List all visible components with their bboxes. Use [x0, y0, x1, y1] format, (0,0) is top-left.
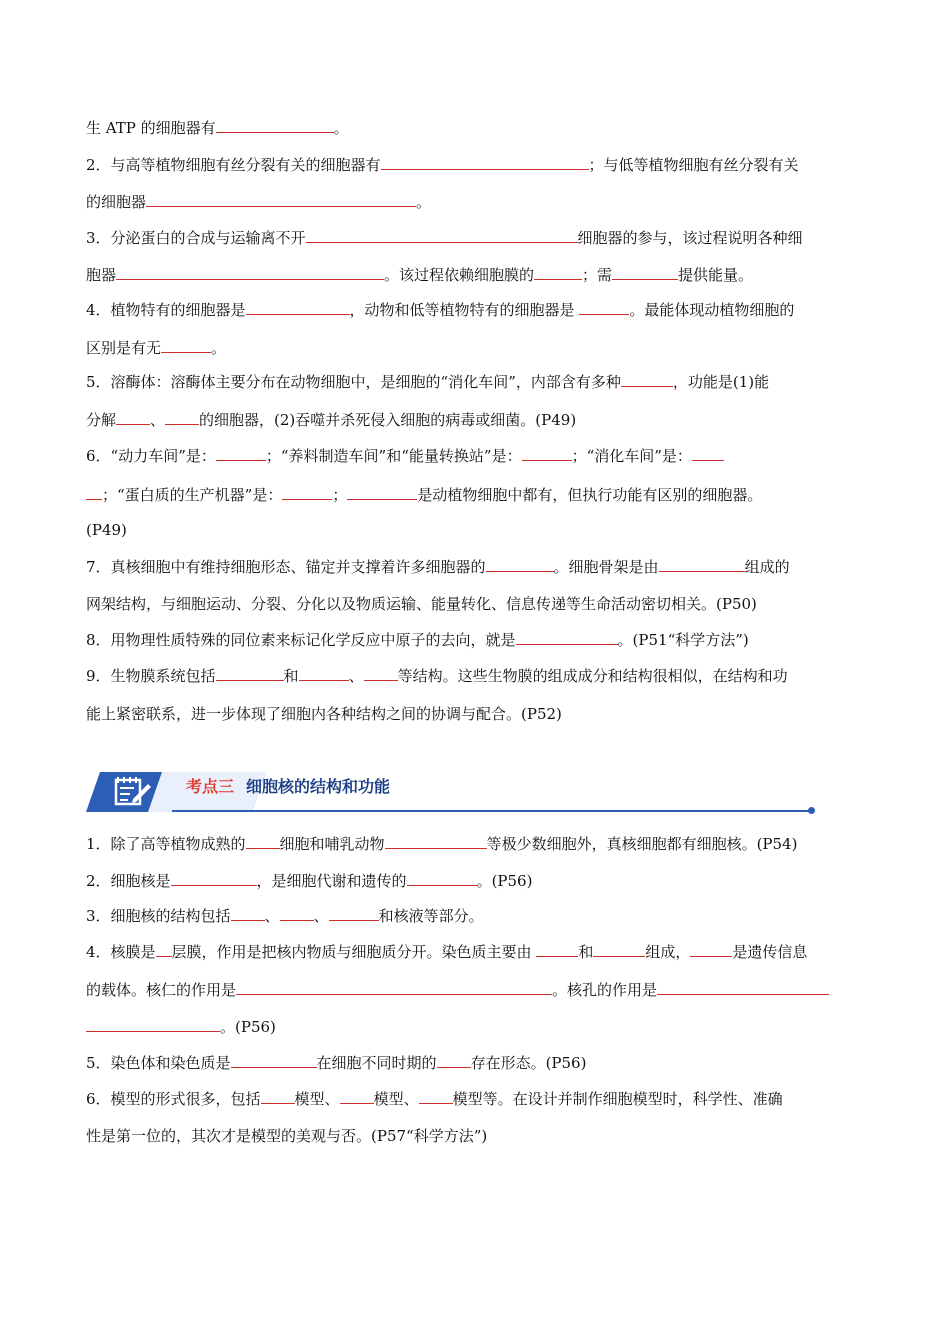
answer-blank[interactable] — [329, 906, 379, 921]
text-line — [86, 1017, 866, 1037]
answer-blank[interactable] — [419, 1089, 453, 1104]
line-text: 。(P56) — [220, 1018, 276, 1036]
text-line — [86, 372, 866, 392]
answer-blank[interactable] — [347, 485, 417, 500]
line-text: 、 — [313, 907, 329, 925]
answer-blank[interactable] — [486, 557, 554, 572]
line-text: 。该过程依赖细胞膜的 — [384, 266, 535, 284]
line-text: ，动物和低等植物特有的细胞器是 — [349, 301, 580, 319]
line-text: 胞器 — [86, 266, 117, 284]
line-text: 是动植物细胞中都有，但执行功能有区别的细胞器。 — [417, 486, 763, 504]
line-text: 和核液等部分。 — [378, 907, 484, 925]
line-text: 。 — [416, 193, 432, 211]
answer-blank[interactable] — [536, 942, 578, 957]
line-text: 9．生物膜系统包括 — [86, 667, 216, 685]
line-text: 的细胞器 — [86, 193, 147, 211]
answer-blank[interactable] — [692, 446, 724, 461]
text-line — [86, 118, 866, 138]
line-text: ，功能是(1)能 — [672, 373, 770, 391]
answer-blank[interactable] — [280, 906, 314, 921]
line-text: 5．染色体和染色质是 — [86, 1054, 231, 1072]
answer-blank[interactable] — [156, 942, 172, 957]
answer-blank[interactable] — [146, 192, 416, 207]
line-text: 的细胞器，(2)吞噬并杀死侵入细胞的病毒或细菌。(P49) — [199, 411, 577, 429]
section-divider — [172, 810, 812, 812]
answer-blank[interactable] — [86, 1017, 220, 1032]
line-text: 等结构。这些生物膜的组成成分和结构很相似，在结构和功 — [397, 667, 788, 685]
answer-blank[interactable] — [246, 834, 280, 849]
text-line — [86, 192, 866, 212]
answer-blank[interactable] — [306, 228, 578, 243]
line-text: 等极少数细胞外，真核细胞都有细胞核。(P54) — [486, 835, 798, 853]
answer-blank[interactable] — [216, 118, 334, 133]
line-text: 4．核膜是 — [86, 943, 156, 961]
answer-blank[interactable] — [116, 410, 150, 425]
line-text: 性是第一位的，其次才是模型的美观与否。(P57“科学方法”) — [86, 1127, 488, 1145]
line-text: 分解 — [86, 411, 117, 429]
line-text: ；与低等植物细胞有丝分裂有关 — [588, 156, 799, 174]
answer-blank[interactable] — [659, 557, 745, 572]
line-text: 生 ATP 的细胞器有 — [86, 119, 216, 137]
text-line — [86, 630, 866, 650]
line-text: ；“蛋白质的生产机器”是： — [102, 486, 283, 504]
answer-blank[interactable] — [381, 155, 589, 170]
answer-blank[interactable] — [516, 630, 618, 645]
text-line — [86, 410, 866, 430]
line-text: 。 — [211, 339, 227, 357]
line-text: 和 — [578, 943, 594, 961]
line-text: 6．“动力车间”是： — [86, 447, 216, 465]
line-text: 4．植物特有的细胞器是 — [86, 301, 246, 319]
answer-blank[interactable] — [299, 666, 349, 681]
line-text: 6．模型的形式很多，包括 — [86, 1090, 261, 1108]
answer-blank[interactable] — [364, 666, 398, 681]
answer-blank[interactable] — [246, 300, 350, 315]
answer-blank[interactable] — [216, 666, 284, 681]
text-line — [86, 557, 866, 577]
text-line — [86, 446, 866, 466]
text-line — [86, 871, 866, 891]
line-text: 。细胞骨架是由 — [553, 558, 659, 576]
line-text: ；“养料制造车间”和“能量转换站”是： — [265, 447, 522, 465]
line-text: 、 — [264, 907, 280, 925]
answer-blank[interactable] — [116, 265, 384, 280]
text-line — [86, 1126, 866, 1146]
answer-blank[interactable] — [165, 410, 199, 425]
line-text: 在细胞不同时期的 — [316, 1054, 437, 1072]
text-line — [86, 228, 866, 248]
text-line — [86, 155, 866, 175]
text-line — [86, 1089, 866, 1109]
line-text: 。 — [333, 119, 349, 137]
answer-blank[interactable] — [340, 1089, 374, 1104]
text-line — [86, 942, 866, 962]
section-header — [86, 762, 816, 816]
line-text: 。核孔的作用是 — [552, 981, 658, 999]
line-text: 提供能量。 — [678, 266, 754, 284]
answer-blank[interactable] — [437, 1053, 471, 1068]
answer-blank[interactable] — [534, 265, 582, 280]
text-line — [86, 485, 866, 505]
line-text: 组成， — [645, 943, 691, 961]
line-text: 、 — [348, 667, 364, 685]
answer-blank[interactable] — [579, 300, 629, 315]
section-number: 考点三 — [186, 777, 235, 796]
line-text: ；“消化车间”是： — [571, 447, 692, 465]
answer-blank[interactable] — [522, 446, 572, 461]
answer-blank[interactable] — [261, 1089, 295, 1104]
text-line — [86, 520, 866, 540]
notepad-pencil-icon — [112, 776, 152, 808]
line-text: 模型、 — [294, 1090, 340, 1108]
answer-blank[interactable] — [407, 871, 477, 886]
text-line — [86, 834, 866, 854]
line-text: 模型、 — [373, 1090, 419, 1108]
line-text: 7．真核细胞中有维持细胞形态、锚定并支撑着许多细胞器的 — [86, 558, 486, 576]
answer-blank[interactable] — [161, 338, 211, 353]
line-text: (P49) — [86, 521, 127, 539]
line-text: 8．用物理性质特殊的同位素来标记化学反应中原子的去向，就是 — [86, 631, 516, 649]
line-text: 2．细胞核是 — [86, 872, 171, 890]
answer-blank[interactable] — [593, 942, 645, 957]
line-text: 细胞和哺乳动物 — [279, 835, 385, 853]
line-text: 5．溶酶体：溶酶体主要分布在动物细胞中，是细胞的“消化车间”，内部含有多种 — [86, 373, 621, 391]
line-text: 3．细胞核的结构包括 — [86, 907, 231, 925]
answer-blank[interactable] — [657, 980, 829, 995]
line-text: 区别是有无 — [86, 339, 162, 357]
answer-blank[interactable] — [231, 906, 265, 921]
line-text: 的载体。核仁的作用是 — [86, 981, 237, 999]
line-text: 1．除了高等植物成熟的 — [86, 835, 246, 853]
line-text: ，是细胞代谢和遗传的 — [256, 872, 407, 890]
line-text: 和 — [283, 667, 299, 685]
text-line — [86, 338, 866, 358]
answer-blank[interactable] — [282, 485, 332, 500]
line-text: 细胞器的参与，该过程说明各种细 — [577, 229, 803, 247]
section-title: 细胞核的结构和功能 — [246, 777, 391, 796]
answer-blank[interactable] — [385, 834, 487, 849]
line-text: 2．与高等植物细胞有丝分裂有关的细胞器有 — [86, 156, 381, 174]
text-line — [86, 666, 866, 686]
text-line — [86, 594, 866, 614]
divider-end-dot — [808, 807, 815, 814]
text-line — [86, 300, 866, 320]
line-text: 。最能体现动植物细胞的 — [629, 301, 795, 319]
answer-blank[interactable] — [612, 265, 678, 280]
text-line — [86, 265, 866, 285]
line-text: ； — [332, 486, 348, 504]
answer-blank[interactable] — [216, 446, 266, 461]
line-text: 模型等。在设计并制作细胞模型时，科学性、准确 — [452, 1090, 783, 1108]
answer-blank[interactable] — [171, 871, 257, 886]
text-line — [86, 906, 866, 926]
text-line — [86, 980, 866, 1000]
line-text: ；需 — [582, 266, 613, 284]
line-text: 网架结构，与细胞运动、分裂、分化以及物质运输、能量转化、信息传递等生命活动密切相关。(P50) — [86, 595, 757, 613]
answer-blank[interactable] — [236, 980, 552, 995]
text-line — [86, 1053, 866, 1073]
line-text: 。(P56) — [476, 872, 533, 890]
line-text: 层膜，作用是把核内物质与细胞质分开。染色质主要由 — [171, 943, 537, 961]
answer-blank[interactable] — [231, 1053, 317, 1068]
line-text: 是遗传信息 — [732, 943, 808, 961]
line-text: 、 — [150, 411, 166, 429]
line-text: 能上紧密联系，进一步体现了细胞内各种结构之间的协调与配合。(P52) — [86, 705, 562, 723]
line-text: 3．分泌蛋白的合成与运输离不开 — [86, 229, 306, 247]
line-text: 。(P51“科学方法”) — [617, 631, 749, 649]
line-text: 组成的 — [744, 558, 790, 576]
answer-blank[interactable] — [621, 372, 673, 387]
answer-blank[interactable] — [690, 942, 732, 957]
text-line — [86, 704, 866, 724]
answer-blank[interactable] — [86, 485, 102, 500]
line-text: 存在形态。(P56) — [470, 1054, 587, 1072]
